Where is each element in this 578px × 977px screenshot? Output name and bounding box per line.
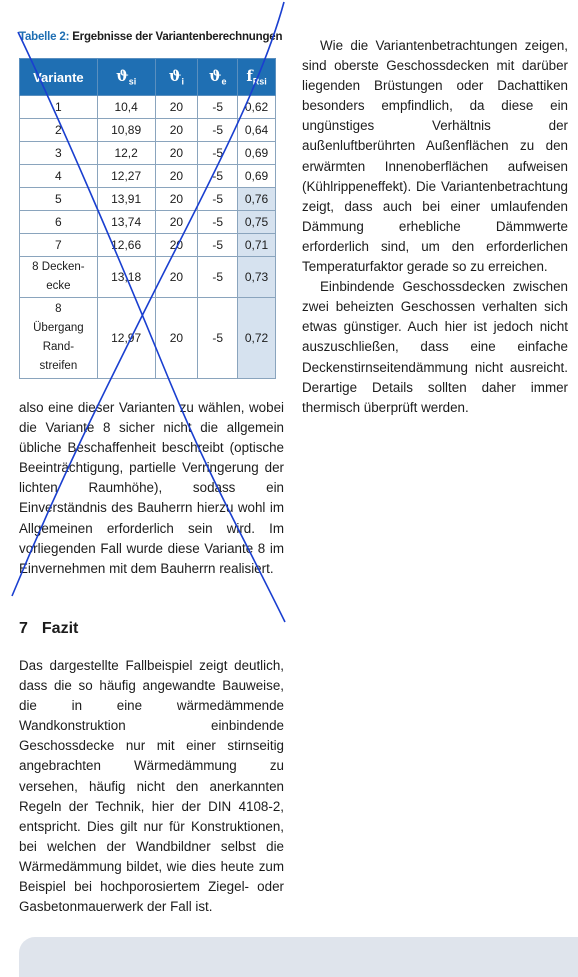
fazit-column-text (19, 656, 284, 917)
cell-variante (20, 257, 98, 298)
variante-line: ecke (46, 280, 71, 292)
cell-f-rsi: 0,72 (238, 298, 276, 379)
table-caption (19, 31, 284, 43)
cell-theta-e: -5 (198, 211, 238, 234)
variante-line: streifen (39, 360, 78, 372)
table-header-row (20, 59, 276, 96)
cell-f-rsi: 0,75 (238, 211, 276, 234)
header-theta-si (97, 59, 155, 96)
cell-f-rsi: 0,64 (238, 119, 276, 142)
theta-e-sub: e (221, 76, 227, 87)
cell-f-rsi: 0,69 (238, 165, 276, 188)
table-row (20, 234, 276, 257)
variante-line: Rand- (42, 341, 75, 353)
cell-theta-e: -5 (198, 165, 238, 188)
cell-variante: 7 (20, 234, 98, 257)
theta-si-symbol: ϑ (116, 67, 129, 86)
table-row (20, 142, 276, 165)
cell-theta-i: 20 (155, 234, 198, 257)
header-theta-i (155, 59, 198, 96)
cell-variante: 5 (20, 188, 98, 211)
cell-theta-si: 10,4 (97, 96, 155, 119)
table-row (20, 119, 276, 142)
section-heading (19, 620, 92, 638)
cell-f-rsi: 0,71 (238, 234, 276, 257)
cell-theta-e: -5 (198, 298, 238, 379)
table-caption-label: Tabelle 2: (19, 31, 70, 43)
table-row (20, 165, 276, 188)
cell-theta-e: -5 (198, 96, 238, 119)
cell-theta-si: 13,74 (97, 211, 155, 234)
cell-variante: 1 (20, 96, 98, 119)
cell-theta-i: 20 (155, 211, 198, 234)
variante-line: 8 Decken- (32, 261, 85, 273)
cell-theta-e: -5 (198, 234, 238, 257)
cell-theta-i: 20 (155, 96, 198, 119)
cell-theta-si: 12,27 (97, 165, 155, 188)
cell-f-rsi: 0,73 (238, 257, 276, 298)
header-f-rsi (238, 59, 276, 96)
right-column-text (302, 36, 568, 418)
cell-variante: 2 (20, 119, 98, 142)
section-title: Fazit (41, 620, 79, 637)
section-number: 7 (19, 620, 28, 637)
theta-i-sub: i (181, 76, 185, 87)
right-paragraph-1: Wie die Variantenbetrachtungen zeigen, sind oberste Geschossdecken mit darüber liegenden Brüstungen oder Dachattiken besonders empfindlich, da diese ein ungünstiges Verhältnis der außenluftberührten Außenflächen zu den erwärmten Innenoberflächen aufweisen (Kühlrippeneffekt). Die Variantenbetrachtung zeigt, dass auch bei einer umlaufenden Dämmung erhebliche Dämmwerte erforderlich sind, um den erforderlichen Temperaturfaktor gerade so zu erreichen. (302, 38, 568, 275)
cell-theta-e: -5 (198, 119, 238, 142)
f-rsi-sub: Rsi (252, 76, 267, 87)
cell-theta-e: -5 (198, 142, 238, 165)
continued-paragraph: also eine dieser Varianten zu wählen, wobei die Variante 8 sicher nicht die allgemein übliche Beschaffenheit beschreibt (optische Beeinträchtigung, partielle Verringerung der lichten Raumhöhe), sodass ein Einverständnis des Bauherrn hierzu wohl im Allgemeinen erforderlich sein wird. Im vorliegenden Fall wurde diese Variante 8 im Einvernehmen mit dem Bauherrn realisiert. (19, 400, 284, 576)
variante-line: 8 (55, 303, 62, 315)
right-paragraph-2: Einbindende Geschossdecken zwischen zwei beheizten Geschossen verhalten sich etwas günstiger. Auch hier ist jedoch nicht auszuschließen, dass eine einfache Deckenstirnseitendämmung nicht ausreicht. Derartige Details sollten daher immer thermisch überprüft werden. (302, 279, 568, 415)
table-row (20, 188, 276, 211)
theta-si-sub: si (128, 76, 137, 87)
theta-e-symbol: ϑ (208, 67, 222, 86)
cell-theta-i: 20 (155, 188, 198, 211)
header-theta-e (198, 59, 238, 96)
cell-variante (20, 298, 98, 379)
table-caption-text: Ergebnisse der Variantenberechnungen (69, 31, 283, 43)
cell-theta-i: 20 (155, 165, 198, 188)
cell-theta-i: 20 (155, 119, 198, 142)
header-variante: Variante (20, 59, 98, 96)
cell-theta-e: -5 (198, 257, 238, 298)
cell-f-rsi: 0,69 (238, 142, 276, 165)
results-table (19, 58, 276, 379)
table-row (20, 298, 276, 379)
cell-theta-si: 13,91 (97, 188, 155, 211)
cell-theta-i: 20 (155, 257, 198, 298)
table-row (20, 96, 276, 119)
table-row (20, 211, 276, 234)
cell-f-rsi: 0,76 (238, 188, 276, 211)
variante-line: Übergang (33, 322, 84, 334)
f-rsi-symbol: f (246, 67, 253, 86)
table-row (20, 257, 276, 298)
cell-theta-si: 12,97 (97, 298, 155, 379)
cell-theta-si: 13,18 (97, 257, 155, 298)
cell-theta-i: 20 (155, 142, 198, 165)
cell-theta-si: 12,2 (97, 142, 155, 165)
cell-variante: 6 (20, 211, 98, 234)
cell-variante: 4 (20, 165, 98, 188)
footer-bar (19, 937, 578, 977)
cell-f-rsi: 0,62 (238, 96, 276, 119)
cell-theta-e: -5 (198, 188, 238, 211)
left-column-text (19, 398, 284, 579)
theta-i-symbol: ϑ (168, 67, 182, 86)
cell-theta-i: 20 (155, 298, 198, 379)
cell-theta-si: 10,89 (97, 119, 155, 142)
cell-theta-si: 12,66 (97, 234, 155, 257)
fazit-paragraph: Das dargestellte Fallbeispiel zeigt deutlich, dass die so häufig angewandte Bauweise, die in eine wärmedämmende Wandkonstruktion einbindende Geschossdecke nur mit einer stirnseitig angebrachten Wärmedämmung zu versehen, häufig nicht den anerkannten Regeln der Technik, hier der DIN 4108-2, entspricht. Dies gilt nur für Konstruktionen, bei welchen der Wandbildner selbst die Wärmedämmung bildet, wie dies heute zum Beispiel bei hochporosiertem Ziegel- oder Gasbetonmauerwerk der Fall ist. (19, 658, 284, 915)
cell-variante: 3 (20, 142, 98, 165)
